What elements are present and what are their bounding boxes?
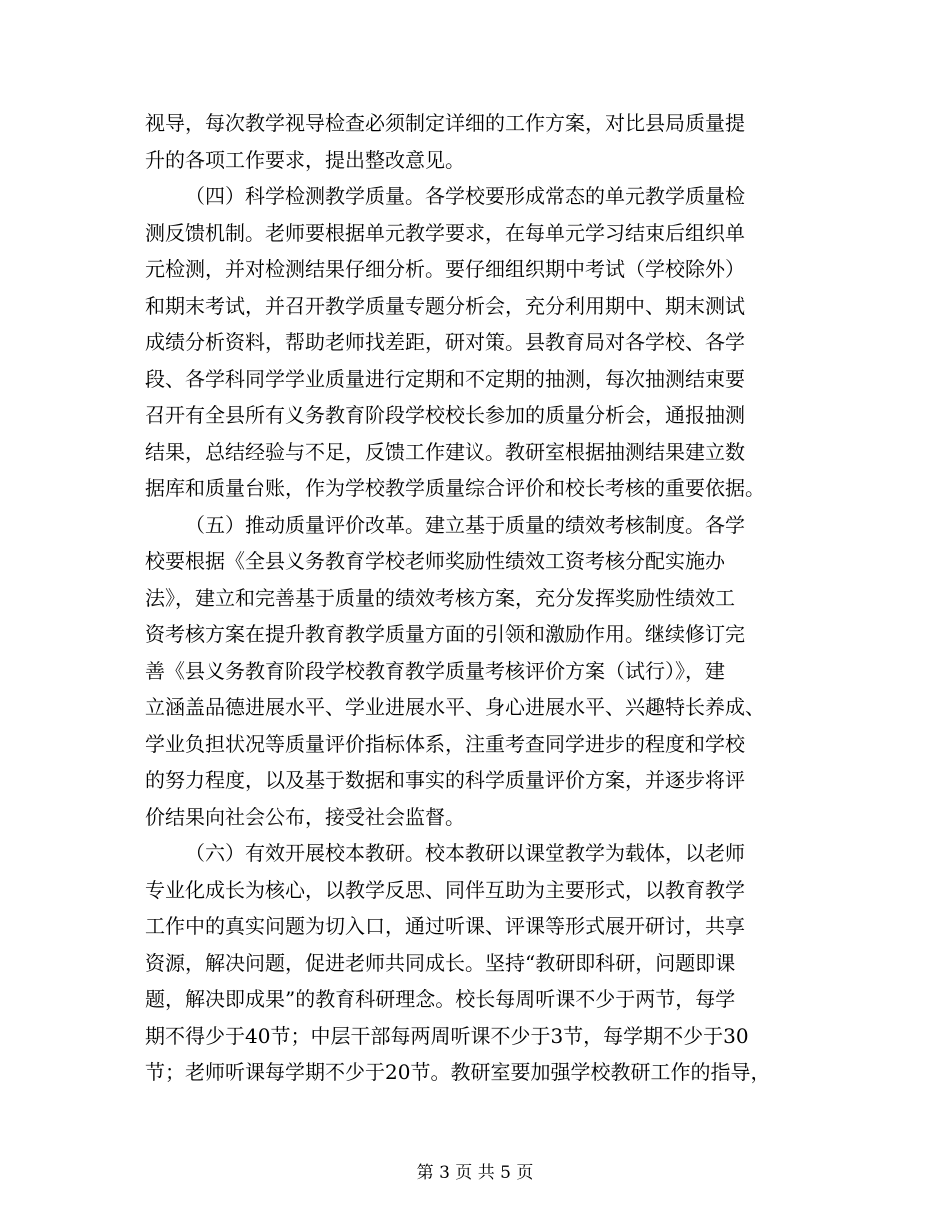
paragraph-section-6 [145, 835, 825, 1091]
text-line: 成绩分析资料，帮助老师找差距，研对策。县教育局对各学校、各学 [145, 330, 745, 354]
text-line: 题，解决即成果”的教育科研理念。校长每周听课不少于两节，每学 [145, 987, 736, 1011]
paragraph-section-4 [145, 178, 825, 507]
text-line: 善《县义务教育阶段学校教育教学质量考核评价方案（试行）》，建 [145, 658, 725, 683]
text-line: 的努力程度，以及基于数据和事实的科学质量评价方案，并逐步将评 [145, 768, 745, 792]
text-line: 测反馈机制。老师要根据单元教学要求，在每单元学习结束后组织单 [145, 220, 745, 245]
text-line: 校要根据《全县义务教育学校老师奖励性绩效工资考核分配实施办 [145, 549, 725, 573]
text-line: 段、各学科同学学业质量进行定期和不定期的抽测，每次抽测结束要 [145, 366, 745, 391]
page-number-footer: 第 3 页 共 5 页 [416, 1163, 534, 1183]
paragraph-section-5 [145, 507, 825, 836]
text-line: 资源，解决问题，促进老师共同成长。坚持“教研即科研，问题即课 [145, 950, 736, 975]
paragraph-continuation [145, 105, 825, 178]
body-text [145, 105, 825, 1091]
text-line: 期不得少于40节；中层干部每两周听课不少于3节，每学期不少于30 [145, 1023, 749, 1048]
text-line: 节；老师听课每学期不少于20节。教研室要加强学校教研工作的指导， [145, 1060, 771, 1084]
text-line: 工作中的真实问题为切入口，通过听课、评课等形式展开研讨，共享 [145, 914, 745, 938]
text-line: 学业负担状况等质量评价指标体系，注重考查同学进步的程度和学校 [145, 731, 745, 756]
text-line: （六）有效开展校本教研。校本教研以课堂教学为载体，以老师 [185, 841, 745, 865]
text-line: 法》，建立和完善基于质量的绩效考核方案，充分发挥奖励性绩效工 [145, 585, 735, 610]
text-line: 立涵盖品德进展水平、学业进展水平、身心进展水平、兴趣特长养成、 [145, 695, 765, 719]
text-line: （四）科学检测教学质量。各学校要形成常态的单元教学质量检 [185, 184, 745, 208]
text-line: 和期末考试，并召开教学质量专题分析会，充分利用期中、期末测试 [145, 293, 745, 318]
text-line: 专业化成长为核心，以教学反思、同伴互助为主要形式，以教育教学 [145, 877, 745, 902]
text-line: 结果，总结经验与不足，反馈工作建议。教研室根据抽测结果建立数 [145, 439, 745, 464]
text-line: 价结果向社会公布，接受社会监督。 [145, 804, 465, 829]
text-line: 资考核方案在提升教育教学质量方面的引领和激励作用。继续修订完 [145, 622, 745, 646]
text-line: 元检测，并对检测结果仔细分析。要仔细组织期中考试（学校除外） [145, 257, 745, 281]
text-line: 升的各项工作要求，提出整改意见。 [145, 147, 465, 172]
text-line: 据库和质量台账，作为学校教学质量综合评价和校长考核的重要依据。 [145, 476, 765, 500]
text-line: 召开有全县所有义务教育阶段学校校长参加的质量分析会，通报抽测 [145, 403, 745, 427]
text-line: 视导，每次教学视导检查必须制定详细的工作方案，对比县局质量提 [145, 111, 745, 135]
text-line: （五）推动质量评价改革。建立基于质量的绩效考核制度。各学 [185, 512, 745, 537]
